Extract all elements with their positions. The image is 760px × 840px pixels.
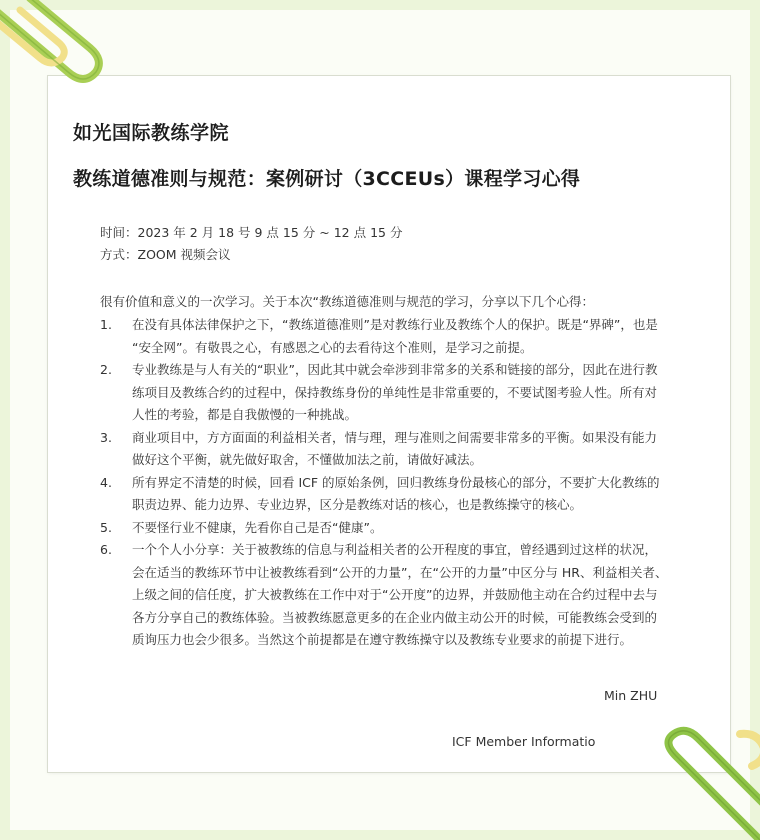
list-item <box>100 517 700 540</box>
list-item-line: 商业项目中，方方面面的利益相关者，情与理，理与准则之间需要非常多的平衡。如果没有能力 <box>132 429 658 445</box>
list-item-number: 2. <box>100 362 112 377</box>
list-item-line: 练项目及教练合约的过程中，保持教练身份的单纯性是非常重要的，不要试图考验人性。所有对 <box>132 384 658 400</box>
list-item <box>100 472 700 517</box>
list-item-line: 在没有具体法律保护之下，“教练道德准则”是对教练行业及教练个人的保护。既是“界碑”，也是 <box>132 317 658 332</box>
list-item-line: 不要怪行业不健康，先看你自己是否“健康”。 <box>132 519 383 535</box>
list-item <box>100 539 700 652</box>
reflection-list <box>100 314 700 652</box>
list-item <box>100 359 700 427</box>
school-name: 如光国际教练学院 <box>73 122 230 144</box>
list-item <box>100 314 700 359</box>
page-frame <box>10 10 750 830</box>
list-item-number: 5. <box>100 519 112 535</box>
meeting-info <box>100 222 402 266</box>
list-item-number: 1. <box>100 317 112 332</box>
list-item-number: 6. <box>100 542 112 557</box>
list-item-line: 会在适当的教练环节中让被教练看到“公开的力量”，在“公开的力量”中区分与 HR、利益相关者、 <box>132 564 668 580</box>
paperclip-icon <box>640 720 760 840</box>
intro-text: 很有价值和意义的一次学习。关于本次“教练道德准则与规范的学习，分享以下几个心得： <box>100 294 594 309</box>
member-info: ICF Member Informatio <box>452 734 596 749</box>
list-item-line: 职责边界、能力边界、专业边界，区分是教练对话的核心，也是教练操守的核心。 <box>132 497 583 512</box>
method-line: 方式：ZOOM 视频会议 <box>100 247 231 262</box>
list-item-line: 人性的考验，都是自我傲慢的一种挑战。 <box>132 407 358 422</box>
list-item-line: 专业教练是与人有关的“职业”，因此其中就会牵涉到非常多的关系和链接的部分，因此在进行教 <box>132 362 658 377</box>
time-line: 时间：2023 年 2 月 18 号 9 点 15 分 ~ 12 点 15 分 <box>100 225 403 240</box>
list-item-line: 一个个人小分享：关于被教练的信息与利益相关者的公开程度的事宜，曾经遇到过这样的状况， <box>132 542 658 557</box>
list-item-line: 质询压力也会少很多。当然这个前提都是在遵守教练操守以及教练专业要求的前提下进行。 <box>132 632 633 647</box>
list-item <box>100 427 700 472</box>
list-item-number: 4. <box>100 474 112 490</box>
document-page <box>48 76 730 772</box>
document-title: 教练道德准则与规范：案例研讨（3CCEUs）课程学习心得 <box>73 168 581 190</box>
list-item-line: “安全网”。有敬畏之心，有感恩之心的去看待这个准则，是学习之前提。 <box>132 339 533 355</box>
list-item-line: 做好这个平衡，就先做好取舍，不懂做加法之前，请做好减法。 <box>132 452 483 467</box>
list-item-number: 3. <box>100 429 112 445</box>
signature: Min ZHU <box>604 688 658 703</box>
paperclip-icon <box>0 0 110 96</box>
list-item-line: 上级之间的信任度，扩大被教练在工作中对于“公开度”的边界，并鼓励他主动在合约过程中去与 <box>132 587 658 602</box>
list-item-line: 各方分享自己的教练体验。当被教练愿意更多的在企业内做主动公开的时候，可能教练会受到的 <box>132 609 658 625</box>
list-item-line: 所有界定不清楚的时候，回看 ICF 的原始条例，回归教练身份最核心的部分，不要扩大化教练的 <box>132 474 660 490</box>
